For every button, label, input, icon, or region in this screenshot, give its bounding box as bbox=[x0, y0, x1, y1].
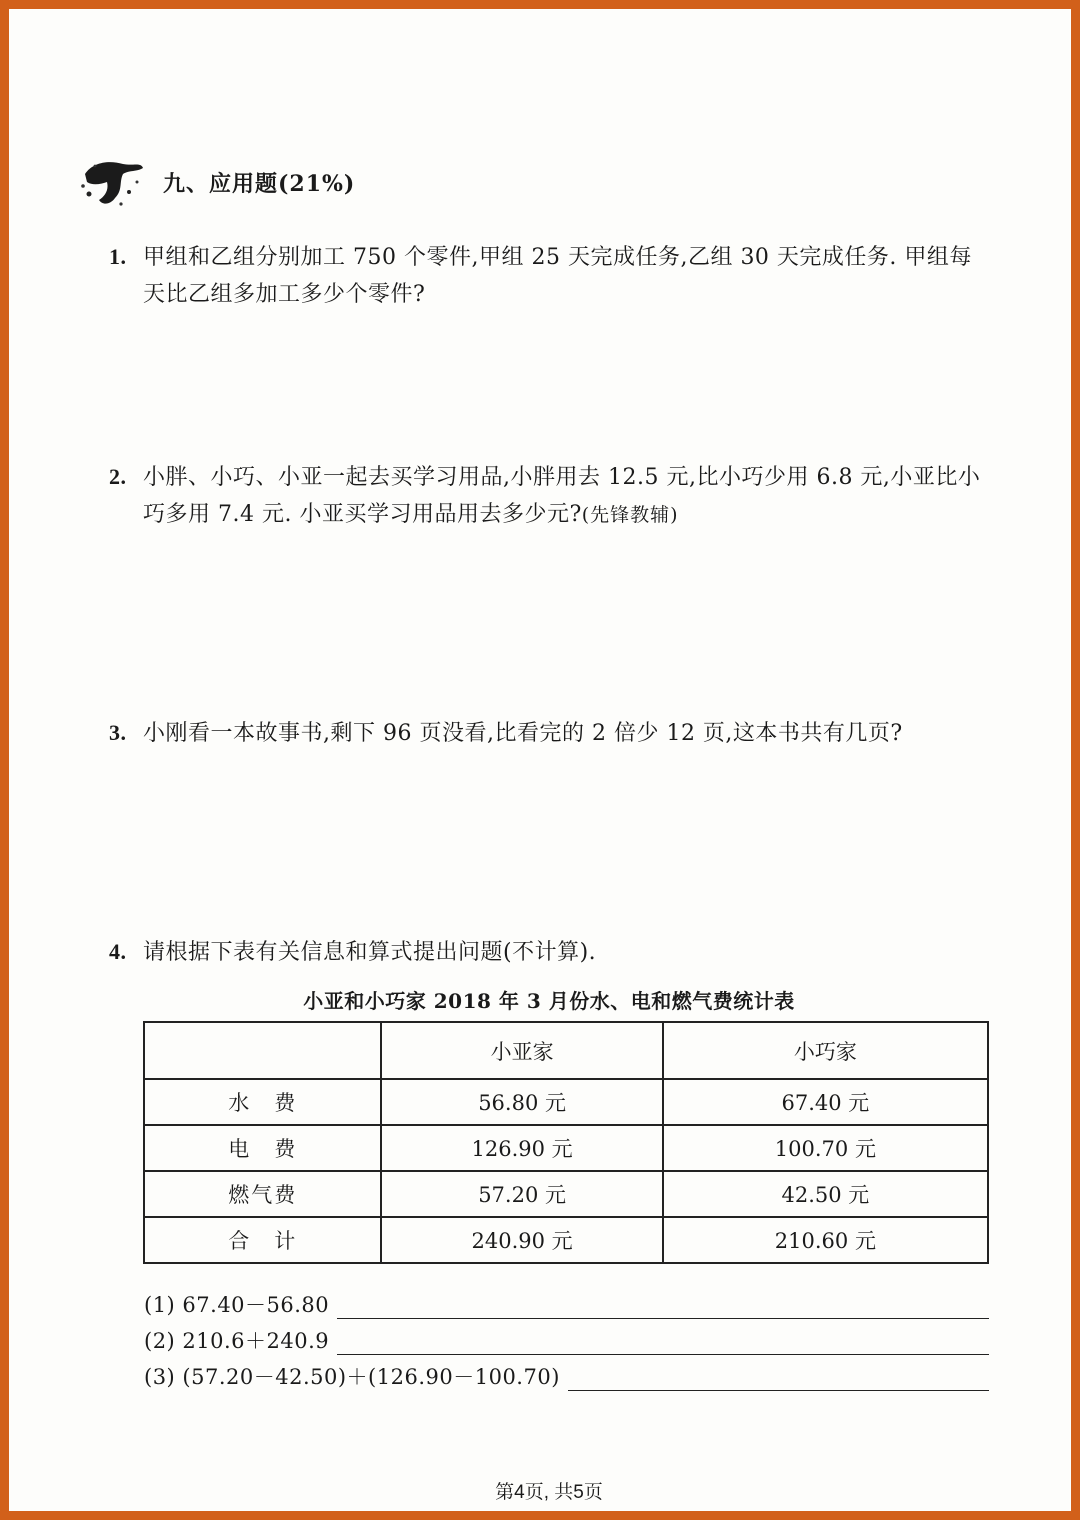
question-text-line: 小胖、小巧、小亚一起去买学习用品,小胖用去 12.5 元,比小巧少用 6.8 元,小亚比小 bbox=[143, 465, 981, 490]
table-cell: 126.90 元 bbox=[381, 1125, 662, 1171]
page-footer: 第4页, 共5页 bbox=[495, 1482, 603, 1503]
table-row bbox=[144, 1217, 988, 1263]
question-2 bbox=[109, 458, 999, 534]
table-cell: 240.90 元 bbox=[381, 1217, 662, 1263]
question-number: 2. bbox=[109, 464, 127, 489]
table-cell: 57.20 元 bbox=[381, 1171, 662, 1217]
expression-text: (2) 210.6＋240.9 bbox=[144, 1329, 330, 1353]
answer-line[interactable] bbox=[568, 1368, 989, 1391]
section-header bbox=[79, 154, 355, 210]
question-text-line: 甲组和乙组分别加工 750 个零件,甲组 25 天完成任务,乙组 30 天完成任务. 甲组每 bbox=[143, 245, 972, 270]
fee-statistics-table bbox=[143, 1021, 989, 1264]
table-header-cell bbox=[144, 1022, 381, 1079]
row-label: 合 计 bbox=[144, 1217, 381, 1263]
table-row bbox=[144, 1079, 988, 1125]
answer-line[interactable] bbox=[337, 1332, 989, 1355]
table-row bbox=[144, 1125, 988, 1171]
expression-text: (1) 67.40－56.80 bbox=[144, 1293, 330, 1317]
row-label: 水 费 bbox=[144, 1079, 381, 1125]
ink-brush-icon bbox=[79, 154, 147, 210]
question-number: 1. bbox=[109, 244, 127, 269]
source-note: (先锋教辅) bbox=[581, 504, 679, 526]
section-title: 九、应用题(21%) bbox=[163, 170, 356, 197]
table-cell: 210.60 元 bbox=[663, 1217, 988, 1263]
table-header-cell: 小巧家 bbox=[663, 1022, 988, 1079]
question-number: 4. bbox=[109, 939, 127, 964]
table-row bbox=[144, 1171, 988, 1217]
expression-3 bbox=[144, 1361, 989, 1391]
question-number: 3. bbox=[109, 720, 127, 745]
question-text-line: 天比乙组多加工多少个零件? bbox=[143, 282, 426, 307]
table-cell: 42.50 元 bbox=[663, 1171, 988, 1217]
question-4 bbox=[109, 933, 999, 971]
question-1 bbox=[109, 238, 999, 313]
answer-line[interactable] bbox=[337, 1296, 989, 1319]
row-label: 燃气费 bbox=[144, 1171, 381, 1217]
table-cell: 100.70 元 bbox=[663, 1125, 988, 1171]
expression-2 bbox=[144, 1325, 989, 1355]
table-title: 小亚和小巧家 2018 年 3 月份水、电和燃气费统计表 bbox=[303, 989, 795, 1013]
table-header-row bbox=[144, 1022, 988, 1079]
table-cell: 67.40 元 bbox=[663, 1079, 988, 1125]
row-label: 电 费 bbox=[144, 1125, 381, 1171]
table-cell: 56.80 元 bbox=[381, 1079, 662, 1125]
question-text-line: 小刚看一本故事书,剩下 96 页没看,比看完的 2 倍少 12 页,这本书共有几页? bbox=[143, 721, 903, 746]
question-3 bbox=[109, 714, 999, 752]
expression-text: (3) (57.20－42.50)＋(126.90－100.70) bbox=[144, 1365, 560, 1389]
question-text-line: 请根据下表有关信息和算式提出问题(不计算). bbox=[143, 940, 597, 965]
question-text-line: 巧多用 7.4 元. 小亚买学习用品用去多少元? bbox=[143, 502, 582, 527]
table-header-cell: 小亚家 bbox=[381, 1022, 662, 1079]
expression-1 bbox=[144, 1289, 989, 1319]
